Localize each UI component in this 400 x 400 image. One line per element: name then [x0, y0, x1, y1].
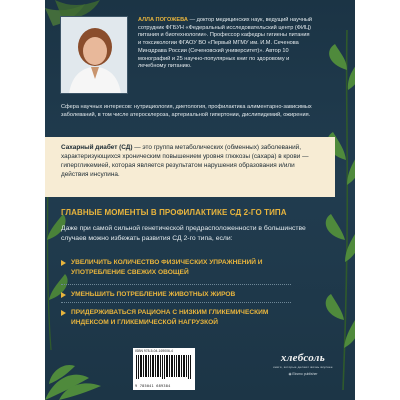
author-photo: [60, 16, 128, 94]
definition-term: Сахарный диабет (СД): [61, 144, 133, 151]
eksmo-icon: ◉: [288, 372, 293, 376]
list-item: УМЕНЬШИТЬ ПОТРЕБЛЕНИЕ ЖИВОТНЫХ ЖИРОВ: [61, 290, 281, 300]
research-interests: Сфера научных интересов: нутрициология, диетология, профилактика алиментарно-зависимых заболеваний, в том числе атеросклероза, артериальной гипертонии, дислипидемий, ожирения.: [61, 104, 312, 118]
definition-box: [45, 137, 335, 197]
author-portrait-icon: [61, 17, 128, 94]
publisher-logo: хлебсоль: [280, 352, 326, 364]
divider: [61, 284, 291, 285]
barcode-icon: [135, 355, 193, 379]
isbn-barcode: [133, 348, 195, 390]
divider: [61, 302, 291, 303]
author-bio-text: — доктор медицинских наук, ведущий научный сотрудник ФГБУН «Федеральный исследовательский центр (ФИЦ) питания и биотехнологии». Профессор кафедры гигиены питания и токсикологии ФГАОУ ВО «Первый МГМУ им. И.М. Сеченова Минздрава России (Сеченовский университет)». Автор 10 монографий и 25 научно-популярных книг по здоровому и лечебному питанию.: [138, 17, 313, 70]
herb-decoration-icon: [45, 340, 125, 400]
publisher-tagline: книги, которые делают жизнь вкуснее: [273, 365, 333, 369]
author-bio: [138, 17, 313, 71]
list-item: ПРИДЕРЖИВАТЬСЯ РАЦИОНА С НИЗКИМ ГЛИКЕМИЧЕСКИМ ИНДЕКСОМ И ГЛИКЕМИЧЕСКОЙ НАГРУЗКОЙ: [61, 308, 281, 327]
list-item: УВЕЛИЧИТЬ КОЛИЧЕСТВО ФИЗИЧЕСКИХ УПРАЖНЕНИЙ И УПОТРЕБЛЕНИЕ СВЕЖИХ ОВОЩЕЙ: [61, 258, 281, 277]
publisher-block: [273, 352, 333, 376]
section-title: ГЛАВНЫЕ МОМЕНТЫ В ПРОФИЛАКТИКЕ СД 2-ГО ТИПА: [61, 208, 287, 217]
isbn-number: 9 785041 689384: [135, 384, 171, 389]
definition-text: — это группа метаболических (обменных) заболеваний, характеризующихся хроническим повышением уровня глюкозы (сахара) в крови — гипергликемией, которая является результатом нарушения образования и/или действия инсулина.: [61, 144, 309, 179]
isbn-label: ISBN 978-5-04-169006-4: [135, 349, 173, 353]
author-name: АЛЛА ПОГОЖЕВА: [138, 17, 188, 23]
intro-text: Даже при самой сильной генетической предрасположенности в большинстве случаев можно избежать развития СД 2-го типа, если:: [61, 225, 306, 242]
imprint-label: Eksmo publisher: [292, 372, 318, 376]
back-cover: [45, 0, 355, 400]
publisher-imprint: [273, 372, 333, 376]
